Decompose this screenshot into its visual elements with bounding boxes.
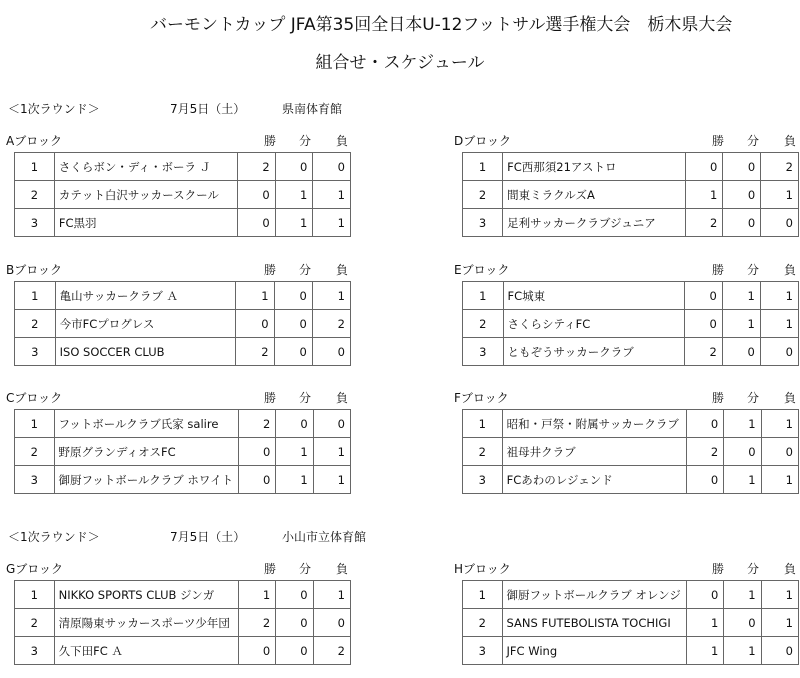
block-header xyxy=(454,560,799,576)
team-name: 御厨フットボールクラブ オレンジ xyxy=(502,581,686,609)
wins-cell: 1 xyxy=(686,609,723,637)
losses-cell: 1 xyxy=(313,581,350,609)
losses-cell: 0 xyxy=(761,637,798,665)
wins-cell: 0 xyxy=(238,181,276,209)
block-name: Eブロック xyxy=(454,263,510,277)
round-date: 7月5日（土） xyxy=(170,530,246,544)
table-row xyxy=(463,310,799,338)
row-number: 1 xyxy=(15,581,55,609)
draws-cell: 1 xyxy=(724,581,761,609)
losses-cell: 2 xyxy=(312,310,350,338)
header-draw: 分 xyxy=(746,562,759,576)
team-name: 祖母井クラブ xyxy=(502,438,686,466)
row-number: 3 xyxy=(463,466,503,494)
table-row xyxy=(15,410,351,438)
draws-cell: 1 xyxy=(276,438,313,466)
losses-cell: 1 xyxy=(761,181,799,209)
losses-cell: 1 xyxy=(313,209,351,237)
losses-cell: 0 xyxy=(761,438,798,466)
block-7 xyxy=(454,560,799,665)
header-draw: 分 xyxy=(746,134,759,148)
page-subtitle: 組合せ・スケジュール xyxy=(315,53,485,73)
losses-cell: 1 xyxy=(761,410,798,438)
losses-cell: 1 xyxy=(761,581,798,609)
losses-cell: 1 xyxy=(313,181,351,209)
standings-table xyxy=(14,580,351,665)
block-4 xyxy=(6,389,351,494)
wins-cell: 0 xyxy=(686,410,723,438)
row-number: 3 xyxy=(463,637,503,665)
wins-cell: 0 xyxy=(236,310,274,338)
losses-cell: 2 xyxy=(761,153,799,181)
draws-cell: 0 xyxy=(723,181,761,209)
team-name: カテット白沢サッカースクール xyxy=(54,181,237,209)
team-name: 間東ミラクルズA xyxy=(503,181,685,209)
header-loss: 負 xyxy=(783,391,796,405)
block-header xyxy=(454,389,799,405)
standings-table xyxy=(462,152,799,237)
block-header xyxy=(454,132,799,148)
team-name: ともぞうサッカークラブ xyxy=(503,338,684,366)
header-loss: 負 xyxy=(335,391,348,405)
header-win: 勝 xyxy=(263,134,276,148)
table-row xyxy=(15,581,351,609)
losses-cell: 0 xyxy=(761,209,799,237)
row-number: 2 xyxy=(463,438,503,466)
row-number: 3 xyxy=(15,338,56,366)
wins-cell: 2 xyxy=(236,338,274,366)
standings-table xyxy=(462,409,799,494)
draws-cell: 1 xyxy=(276,466,313,494)
row-number: 2 xyxy=(463,609,503,637)
header-win: 勝 xyxy=(711,391,724,405)
row-number: 3 xyxy=(15,637,55,665)
header-loss: 負 xyxy=(335,562,348,576)
row-number: 2 xyxy=(15,181,55,209)
wins-cell: 2 xyxy=(686,438,723,466)
block-name: Cブロック xyxy=(6,391,63,405)
block-0 xyxy=(6,132,351,237)
block-header xyxy=(6,261,351,277)
draws-cell: 0 xyxy=(274,338,312,366)
table-row xyxy=(463,637,799,665)
block-3 xyxy=(454,261,799,366)
draws-cell: 0 xyxy=(275,153,313,181)
losses-cell: 1 xyxy=(313,438,350,466)
team-name: さくらボン・ディ・ボーラ Ｊ xyxy=(54,153,237,181)
block-2 xyxy=(6,261,351,366)
table-row xyxy=(463,410,799,438)
draws-cell: 1 xyxy=(722,310,760,338)
row-number: 1 xyxy=(463,581,503,609)
table-row xyxy=(463,181,799,209)
losses-cell: 1 xyxy=(760,310,798,338)
team-name: ISO SOCCER CLUB xyxy=(55,338,236,366)
draws-cell: 1 xyxy=(724,637,761,665)
wins-cell: 0 xyxy=(685,153,723,181)
header-draw: 分 xyxy=(746,263,759,277)
round-venue: 小山市立体育館 xyxy=(282,530,367,544)
table-row xyxy=(463,209,799,237)
table-row xyxy=(15,282,351,310)
standings-table xyxy=(462,281,799,366)
wins-cell: 0 xyxy=(686,466,723,494)
table-row xyxy=(463,153,799,181)
header-loss: 負 xyxy=(783,134,796,148)
losses-cell: 2 xyxy=(313,637,350,665)
block-header xyxy=(6,560,351,576)
row-number: 1 xyxy=(463,410,503,438)
wins-cell: 2 xyxy=(685,209,723,237)
block-name: Bブロック xyxy=(6,263,62,277)
row-number: 1 xyxy=(463,282,504,310)
standings-table xyxy=(14,409,351,494)
draws-cell: 0 xyxy=(276,637,313,665)
losses-cell: 0 xyxy=(312,338,350,366)
header-draw: 分 xyxy=(746,391,759,405)
standings-table xyxy=(462,580,799,665)
block-5 xyxy=(454,389,799,494)
losses-cell: 0 xyxy=(313,153,351,181)
page-title: バーモントカップ JFA第35回全日本U-12フットサル選手権大会 栃木県大会 xyxy=(150,15,733,35)
block-header xyxy=(6,132,351,148)
block-header xyxy=(6,389,351,405)
wins-cell: 0 xyxy=(684,310,722,338)
table-row xyxy=(463,609,799,637)
row-number: 3 xyxy=(15,466,55,494)
row-number: 3 xyxy=(15,209,55,237)
team-name: 久下田FC Ａ xyxy=(54,637,238,665)
losses-cell: 1 xyxy=(761,609,798,637)
team-name: 清原陽東サッカースポーツ少年団 xyxy=(54,609,238,637)
header-win: 勝 xyxy=(711,562,724,576)
team-name: 野原グランディオスFC xyxy=(54,438,238,466)
team-name: FCあわのレジェンド xyxy=(502,466,686,494)
wins-cell: 2 xyxy=(238,153,276,181)
draws-cell: 0 xyxy=(724,609,761,637)
draws-cell: 1 xyxy=(275,209,313,237)
draws-cell: 0 xyxy=(723,209,761,237)
losses-cell: 1 xyxy=(760,282,798,310)
table-row xyxy=(15,181,351,209)
row-number: 2 xyxy=(15,609,55,637)
draws-cell: 0 xyxy=(274,282,312,310)
draws-cell: 1 xyxy=(722,282,760,310)
team-name: NIKKO SPORTS CLUB ジンガ xyxy=(54,581,238,609)
block-header xyxy=(454,261,799,277)
table-row xyxy=(15,310,351,338)
round-label: ＜1次ラウンド＞ xyxy=(8,530,100,544)
table-row xyxy=(463,338,799,366)
draws-cell: 0 xyxy=(723,153,761,181)
table-row xyxy=(15,338,351,366)
losses-cell: 0 xyxy=(313,410,350,438)
table-row xyxy=(15,209,351,237)
header-win: 勝 xyxy=(711,263,724,277)
wins-cell: 0 xyxy=(686,581,723,609)
team-name: さくらシティFC xyxy=(503,310,684,338)
table-row xyxy=(15,609,351,637)
losses-cell: 0 xyxy=(313,609,350,637)
wins-cell: 1 xyxy=(686,637,723,665)
wins-cell: 2 xyxy=(238,410,275,438)
row-number: 2 xyxy=(463,181,503,209)
wins-cell: 1 xyxy=(236,282,274,310)
header-loss: 負 xyxy=(335,263,348,277)
draws-cell: 0 xyxy=(276,410,313,438)
wins-cell: 0 xyxy=(238,438,275,466)
table-row xyxy=(463,581,799,609)
losses-cell: 1 xyxy=(313,466,350,494)
header-win: 勝 xyxy=(263,263,276,277)
losses-cell: 1 xyxy=(312,282,350,310)
team-name: 亀山サッカークラブ Ａ xyxy=(55,282,236,310)
header-draw: 分 xyxy=(298,562,311,576)
wins-cell: 2 xyxy=(238,609,275,637)
wins-cell: 0 xyxy=(238,209,276,237)
header-draw: 分 xyxy=(298,391,311,405)
table-row xyxy=(15,637,351,665)
row-number: 3 xyxy=(463,209,503,237)
row-number: 2 xyxy=(15,310,56,338)
header-loss: 負 xyxy=(335,134,348,148)
header-draw: 分 xyxy=(298,263,311,277)
wins-cell: 1 xyxy=(238,581,275,609)
header-win: 勝 xyxy=(263,562,276,576)
wins-cell: 0 xyxy=(238,637,275,665)
draws-cell: 1 xyxy=(275,181,313,209)
draws-cell: 1 xyxy=(724,466,761,494)
team-name: FC西那須21アストロ xyxy=(503,153,685,181)
header-draw: 分 xyxy=(298,134,311,148)
round-label: ＜1次ラウンド＞ xyxy=(8,102,100,116)
draws-cell: 1 xyxy=(724,410,761,438)
team-name: 足利サッカークラブジュニア xyxy=(503,209,685,237)
team-name: SANS FUTEBOLISTA TOCHIGI xyxy=(502,609,686,637)
table-row xyxy=(463,466,799,494)
draws-cell: 0 xyxy=(722,338,760,366)
draws-cell: 0 xyxy=(274,310,312,338)
table-row xyxy=(463,438,799,466)
row-number: 2 xyxy=(15,438,55,466)
round-venue: 県南体育館 xyxy=(282,102,343,116)
row-number: 1 xyxy=(15,282,56,310)
block-name: Fブロック xyxy=(454,391,509,405)
header-win: 勝 xyxy=(263,391,276,405)
losses-cell: 1 xyxy=(761,466,798,494)
block-6 xyxy=(6,560,351,665)
round-date: 7月5日（土） xyxy=(170,102,246,116)
table-row xyxy=(15,153,351,181)
table-row xyxy=(463,282,799,310)
team-name: フットボールクラブ氏家 salire xyxy=(54,410,238,438)
team-name: FC城東 xyxy=(503,282,684,310)
header-loss: 負 xyxy=(783,263,796,277)
standings-table xyxy=(14,281,351,366)
wins-cell: 2 xyxy=(684,338,722,366)
block-name: Hブロック xyxy=(454,562,511,576)
wins-cell: 1 xyxy=(685,181,723,209)
row-number: 1 xyxy=(15,410,55,438)
block-name: Dブロック xyxy=(454,134,512,148)
table-row xyxy=(15,438,351,466)
header-win: 勝 xyxy=(711,134,724,148)
table-row xyxy=(15,466,351,494)
draws-cell: 0 xyxy=(276,581,313,609)
row-number: 2 xyxy=(463,310,504,338)
block-name: Aブロック xyxy=(6,134,62,148)
row-number: 1 xyxy=(463,153,503,181)
draws-cell: 0 xyxy=(276,609,313,637)
team-name: 昭和・戸祭・附属サッカークラブ xyxy=(502,410,686,438)
header-loss: 負 xyxy=(783,562,796,576)
block-name: Gブロック xyxy=(6,562,64,576)
team-name: JFC Wing xyxy=(502,637,686,665)
wins-cell: 0 xyxy=(238,466,275,494)
row-number: 3 xyxy=(463,338,504,366)
team-name: 今市FCプログレス xyxy=(55,310,236,338)
row-number: 1 xyxy=(15,153,55,181)
team-name: FC黒羽 xyxy=(54,209,237,237)
draws-cell: 0 xyxy=(724,438,761,466)
wins-cell: 0 xyxy=(684,282,722,310)
losses-cell: 0 xyxy=(760,338,798,366)
block-1 xyxy=(454,132,799,237)
standings-table xyxy=(14,152,351,237)
team-name: 御厨フットボールクラブ ホワイト xyxy=(54,466,238,494)
